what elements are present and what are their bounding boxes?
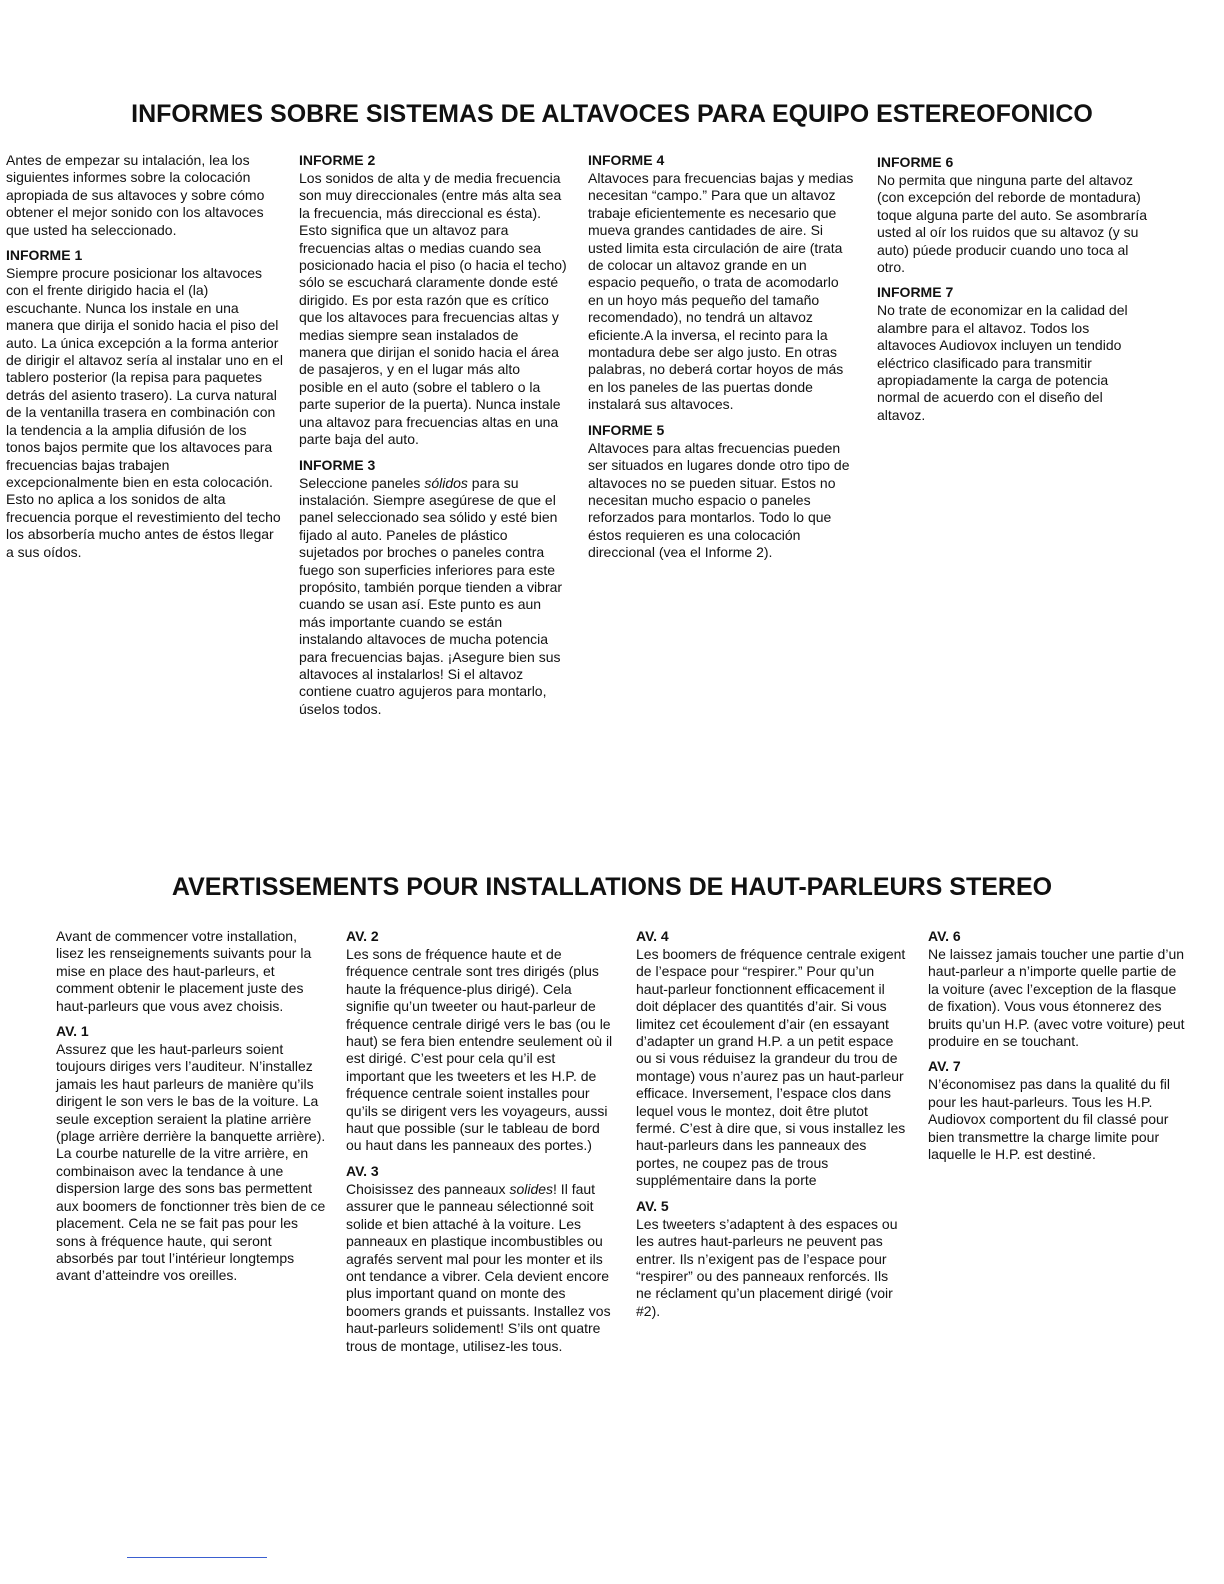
section-heading: AV. 1 <box>56 1023 89 1040</box>
section-heading: AV. 7 <box>928 1058 961 1075</box>
spanish-intro: Antes de empezar su intalación, lea los siguientes informes sobre la colocación apropiada de sus altavoces y sobre cómo obtener el mejor sonido con los altavoces que usted ha seleccionado. <box>6 152 265 238</box>
section-text-part: ! Il faut assurer que le panneau sélectionné soit solide et bien attaché à la voiture. Les panneaux en plastique incombustibles ou agrafés servent mal pour les monter et ils ont tendance a vibrer. Cela devient encore plus important quand on monte des boomers grands et puissants. Installez vos haut-parleurs solidement! S’ils ont quatre trous de montage, utilisez-les tous. <box>346 1180 611 1354</box>
section-heading: AV. 4 <box>636 928 669 944</box>
section-heading: AV. 2 <box>346 928 379 944</box>
section-text: Les sons de fréquence haute et de fréquence centrale sont tres dirigés (plus haute la fréquence-plus dirigé). Cela signifie qu’un tweeter ou haut-parleur de fréquence centrale dirigé vers le bas (ou le haut) se fera bien entendre seulement où il est dirigé. C’est pour cela qu’il est important que les tweeters et les H.P. de fréquence centrale soient installes pour qu’ils se dirigent vers les voyageurs, aussi haut que possible (sur le tableau de bord ou haut dans les panneaux des portes.) <box>346 946 613 1154</box>
spanish-title: INFORMES SOBRE SISTEMAS DE ALTAVOCES PARA EQUIPO ESTEREOFONICO <box>131 100 1093 128</box>
footer-divider <box>127 1557 267 1558</box>
spanish-column-4 <box>877 154 1149 424</box>
section-heading: AV. 5 <box>636 1197 669 1214</box>
section-text: No trate de economizar en la calidad del alambre para el altavoz. Todos los altavoces Audiovox incluyen un tendido eléctrico clasificado para transmitir apropiadamente la carga de potencia normal de acuerdo con el diseño del altavoz. <box>877 302 1128 423</box>
section-text: Les tweeters s’adaptent à des espaces ou les autres haut-parleurs ne peuvent pas entrer. Ils n’exigent pas de l’espace pour “respirer” ou des panneaux renforcés. Ils ne réclament qu’un placement dirigé (voir #2). <box>636 1215 898 1319</box>
section-text: Les boomers de fréquence centrale exigent de l’espace pour “respirer.” Pour qu’un haut-parleur fonctionnent efficacement il doit déplacer des quantités d’air. Si vous limitez cet écoulement d’air (en essayant d’adapter un grand H.P. a un petit espace ou si vous réduisez la grandeur du trou de montage) vous n’aurez pas un haut-parleur efficace. Inversement, l’espace clos dans lequel vous le montez, doit être plutot fermé. C’est à dire que, si vous installez les haut-parleurs dans les panneaux des portes, ne coupez pas de trous supplémentaire dans la porte <box>636 946 906 1189</box>
section-text: Siempre procure posicionar los altavoces con el frente dirigido hacia el (la) escuchante. Nunca los instale en una manera que dirija el sonido hacia el piso del auto. La única excepción a la forma anterior de dirigir el altavoz sería al instalar uno en el tablero posterior (la repisa para paquetes detrás del asiento trasero). La curva natural de la ventanilla trasera en combinación con la tendencia a la amplia difusión de los tonos bajos permite que los altavoces para frecuencias bajas trabajen excepcionalmente bien en esta colocación. Esto no aplica a los sonidos de alta frecuencia porque el revestimiento del techo los absorbería mucho antes de éstos llegar a sus oídos. <box>6 265 284 560</box>
section-text-part: Seleccione paneles <box>299 474 425 491</box>
section-text: Assurez que les haut-parleurs soient toujours diriges vers l’auditeur. N’installez jamais les haut parleurs de manière qu’ils dirigent le son vers le bas de la voiture. La seule exception seraient la platine arrière (plage arrière derrière la banquette arrière). La courbe naturelle de la vitre arrière, en combinaison avec la tendance à une dispersion large des sons bas permettent aux boomers de fonctionner très bien de ce placement. Cela ne se fait pas pour les sons à fréquence haute, qui seront absorbés par tout l’intérieur longtemps avant d’atteindre vos oreilles. <box>56 1041 326 1284</box>
section-text: Ne laissez jamais toucher une partie d’un haut-parleur a n’importe quelle partie de la voiture (avec l’exception de la flasque de fixation). Vous vous étonnerez des bruits qu’un H.P. (avec votre voiture) peut produire en se touchant. <box>928 946 1185 1050</box>
emphasis-text: sólidos <box>424 474 468 491</box>
section-heading: INFORME 3 <box>299 456 376 473</box>
section-heading: INFORME 1 <box>6 247 83 264</box>
section-heading: INFORME 6 <box>877 154 954 170</box>
section-text <box>346 1181 616 1355</box>
french-title: AVERTISSEMENTS POUR INSTALLATIONS DE HAUT-PARLEURS STEREO <box>171 873 1053 901</box>
spanish-column-3 <box>588 152 858 562</box>
section-text: Altavoces para frecuencias bajas y medias necesitan “campo.” Para que un altavoz trabaje eficientemente es necesario que mueva grandes cantidades de aire. Si usted limita esta circulación de aire (trata de colocar un altavoz grande en un espacio pequeño, o trata de acomodarlo en un hoyo más pequeño del tamaño recomendado), no tendrá un altavoz eficiente.A la inversa, el recinto para la montadura debe ser algo justo. En otras palabras, no deberá cortar hoyos de más en los paneles de las puertas donde instalará sus altavoces. <box>588 170 854 413</box>
french-column-4 <box>928 928 1186 1163</box>
section-text: No permita que ninguna parte del altavoz (con excepción del reborde de montadura) toque alguna parte del auto. Se asombraría usted al oír los ruidos que su altavoz (y su auto) púede producir cuando uno toca al otro. <box>877 172 1148 276</box>
section-heading: INFORME 2 <box>299 152 376 168</box>
spanish-column-1 <box>6 152 284 561</box>
section-text <box>299 475 567 719</box>
spanish-column-2 <box>299 152 567 718</box>
section-text-part: Choisissez des panneaux <box>346 1180 510 1197</box>
section-text: Los sonidos de alta y de media frecuencia son muy direccionales (entre más alta sea la frecuencia, más direccional es ésta). Esto significa que un altavoz para frecuencias altas o medias cuando sea posicionado hacia el piso (o hacia el techo) sólo se escuchará claramente donde esté dirigido. Es por esta razón que es crítico que los altavoces para frecuencias altas y medias siempre sean instalados de manera que dirijan el sonido hacia el área de pasajeros, y en el lugar más alto posible en el auto (sobre el tablero o la parte superior de la puerta). Nunca instale una altavoz para frecuencias altas en una parte baja del auto. <box>299 170 567 448</box>
french-intro: Avant de commencer votre installation, lisez les renseignements suivants pour la mise en place des haut-parleurs, et comment obtenir le placement juste des haut-parleurs que vous avez choisis. <box>56 928 312 1014</box>
section-text-part: para su instalación. Siempre asegúrese de que el panel seleccionado sea sólido y esté bien fijado al auto. Paneles de plástico sujetados por broches o paneles contra fuego son superficies inferiores para este propósito, también porque tienden a vibrar cuando se usan así. Este punto es aun más importante cuando se están instalando altavoces de mucha potencia para frecuencias bajas. ¡Asegure bien sus altavoces al instalarlos! Si el altavoz contiene cuatro agujeros para montarlo, úselos todos. <box>299 474 563 717</box>
section-text: N’économisez pas dans la qualité du fil pour les haut-parleurs. Tous les H.P. Audiovox comportent du fil classé pour bien transmettre la charge limite pour laquelle le H.P. est destiné. <box>928 1076 1171 1163</box>
section-heading: AV. 6 <box>928 928 961 944</box>
section-text: Altavoces para altas frecuencias pueden ser situados en lugares donde otro tipo de altavoces no se pueden situar. Estos no necesitan mucho espacio o paneles reforzados para montarlos. Todo lo que éstos requieren es una colocación direccional (vea el Informe 2). <box>588 439 850 561</box>
section-heading: INFORME 5 <box>588 421 665 438</box>
section-heading: AV. 3 <box>346 1162 379 1179</box>
emphasis-text: solides <box>509 1180 554 1197</box>
section-heading: INFORME 7 <box>877 284 954 301</box>
french-column-3 <box>636 928 906 1320</box>
french-column-1 <box>56 928 328 1285</box>
french-column-2 <box>346 928 616 1355</box>
section-heading: INFORME 4 <box>588 152 665 168</box>
